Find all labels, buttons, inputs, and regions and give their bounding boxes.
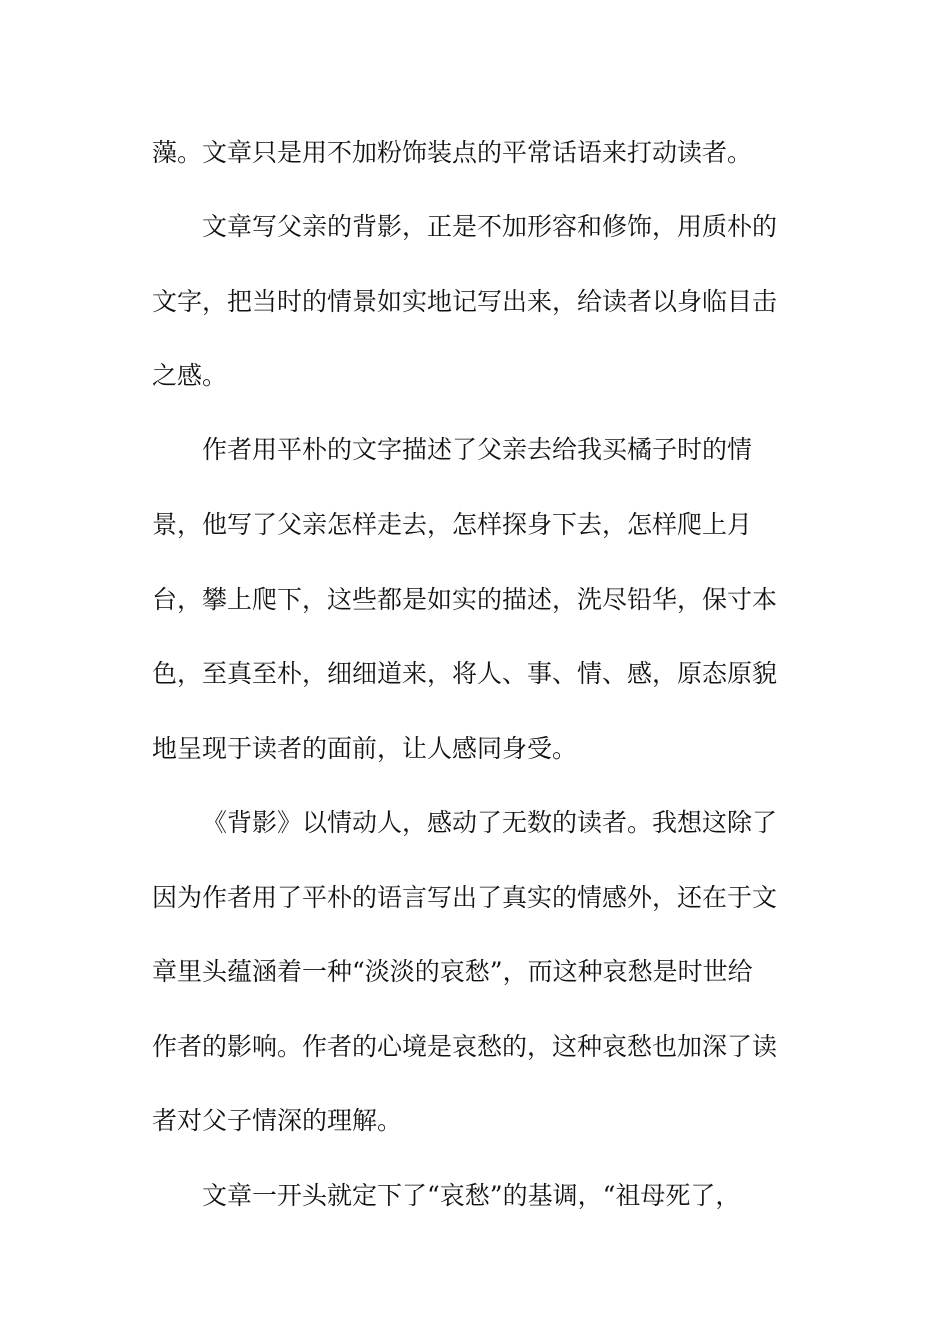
text-line: 者对父子情深的理解。: [152, 1106, 403, 1135]
text-line: 地呈现于读者的面前，让人感同身受。: [152, 734, 578, 763]
text-line: 文章一开头就定下了“哀愁”的基调，“祖母死了，: [202, 1181, 741, 1210]
text-line: 《背影》以情动人，感动了无数的读者。我想这除了: [202, 808, 778, 837]
text-line: 章里头蕴涵着一种“淡淡的哀愁”，而这种哀愁是时世给: [152, 957, 753, 986]
text-line: 之感。: [152, 361, 228, 390]
text-line: 色，至真至朴，细细道来，将人、事、情、感，原态原貌: [152, 659, 778, 688]
text-line: 作者的影响。作者的心境是哀愁的，这种哀愁也加深了读: [152, 1032, 778, 1061]
text-line: 台，攀上爬下，这些都是如实的描述，洗尽铅华，保寸本: [152, 585, 778, 614]
text-line: 文字，把当时的情景如实地记写出来，给读者以身临目击: [152, 287, 778, 316]
text-line: 景，他写了父亲怎样走去，怎样探身下去，怎样爬上月: [152, 510, 753, 539]
text-line: 因为作者用了平朴的语言写出了真实的情感外，还在于文: [152, 883, 778, 912]
text-line: 作者用平朴的文字描述了父亲去给我买橘子时的情: [202, 435, 753, 464]
text-line: 文章写父亲的背影，正是不加形容和修饰，用质朴的: [202, 212, 778, 241]
text-line: 藻。文章只是用不加粉饰装点的平常话语来打动读者。: [152, 138, 753, 167]
